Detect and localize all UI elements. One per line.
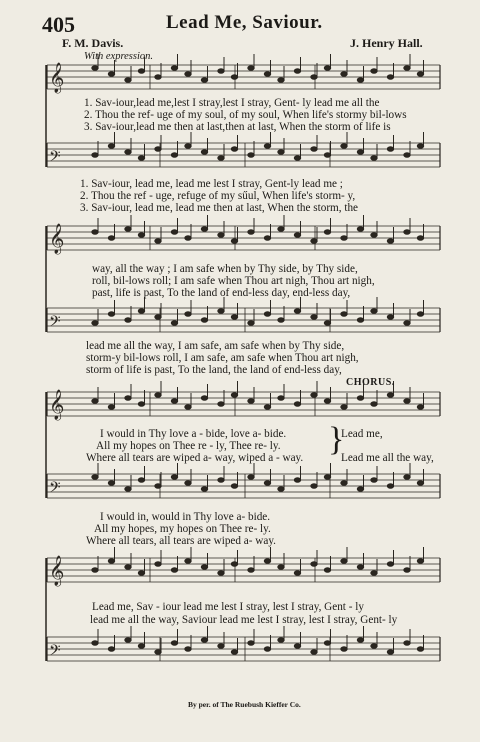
bass-lyric-line: storm of life is past, To the land, the land of end-less day, [86,364,342,376]
bass-lyric-line: 3. Sav-iour, lead me, lead me then at last, When the storm, the [80,202,359,214]
hymn-number: 405 [42,12,75,37]
lyric-line: roll, bil-lows roll; I am safe when Thou art nigh, Thou art nigh, [92,275,375,287]
lyricist: F. M. Davis. [62,36,124,50]
bass-lyric-line: lead me all the way, I am safe, am safe when by Thy side, [86,340,345,352]
permission-credit: By per. of The Ruebush Kieffer Co. [188,700,301,709]
bass-lyric-line: All my hopes, my hopes on Thee re- ly. [94,523,271,535]
lyric-line: 1. Sav-iour,lead me,lest I stray,lest I stray, Gent- ly lead me all the [84,97,380,109]
bass-lyric-line: 2. Thou the ref - uge, refuge of my sűul, When life's storm- y, [80,190,356,202]
lyric-line: lead me all the way, Saviour lead me lest I stray, lest I stray, Gent- ly [90,614,398,626]
svg-text:𝄞: 𝄞 [49,63,65,93]
svg-text:𝄢: 𝄢 [49,642,61,663]
lyric-line: Where all tears are wiped a- way, wiped a - way. [86,452,304,464]
bass-lyric-line: storm-y bil-lows roll, I am safe, am safe when Thou art nigh, [86,352,359,364]
bass-lyric-line: I would in, would in Thy love a- bide. [100,511,271,523]
bass-lyric-line: 1. Sav-iour, lead me, lead me lest I stray, Gent-ly lead me ; [80,178,343,190]
svg-text:𝄞: 𝄞 [49,390,65,420]
svg-text:𝄢: 𝄢 [49,148,61,169]
chorus-label: CHORUS. [346,377,395,388]
hymn-title: Lead Me, Saviour. [166,12,323,33]
lyric-line: past, life is past, To the land of end-less day, end-less day, [92,287,351,299]
lyric-line: I would in Thy love a - bide, love a- bide. [100,428,287,440]
svg-text:𝄢: 𝄢 [49,313,61,334]
lyric-line: 2. Thou the ref- uge of my soul, of my soul, When life's stormy bil-lows [84,109,407,121]
composer: J. Henry Hall. [350,36,423,50]
lyric-line: 3. Sav-iour,lead me then at last,then at last, When the storm of life is [84,121,391,133]
chorus-lyric: Lead me, [341,428,383,440]
svg-text:𝄢: 𝄢 [49,479,61,500]
lyric-line: Lead me, Sav - iour lead me lest I stray, lest I stray, Gent - ly [92,601,364,613]
lyric-line: way, all the way ; I am safe when by Thy side, by Thy side, [92,263,358,275]
lyric-line: All my hopes on Thee re - ly, Thee re- ly. [96,440,281,452]
brace: } [328,421,345,458]
expression-mark: With expression. [84,51,154,62]
svg-text:𝄞: 𝄞 [49,556,65,586]
svg-text:𝄞: 𝄞 [49,224,65,254]
bass-lyric-line: Where all tears, all tears are wiped a- way. [86,535,276,547]
chorus-lyric: Lead me all the way, [341,452,434,464]
